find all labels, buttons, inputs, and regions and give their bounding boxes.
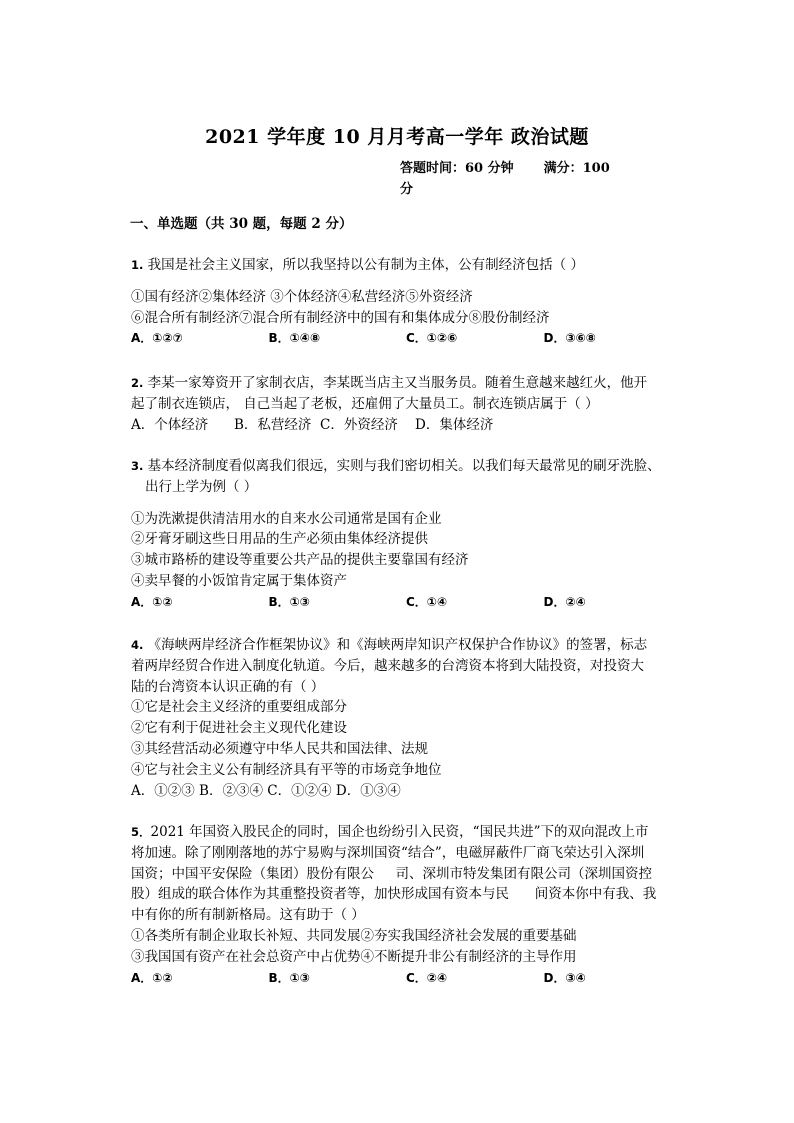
option-b: B．①③ xyxy=(268,970,310,985)
choice-item: ①各类所有制企业取长补短、共同发展②夯实我国经济社会发展的重要基础 xyxy=(131,927,577,944)
question-number: 4. xyxy=(131,638,144,652)
question-stem: 李某一家筹资开了家制衣店，李某既当店主又当服务员。随着生意越来越红火，他开 xyxy=(147,375,648,391)
question-stem: 我国是社会主义国家，所以我坚持以公有制为主体，公有制经济包括（ ） xyxy=(147,257,584,273)
question-stem: 着两岸经贸合作进入制度化轨道。今后，越来越多的台湾资本将到大陆投资，对投资大 xyxy=(131,657,644,674)
section-title: 一、单选题（共 30 题，每题 2 分） xyxy=(130,216,353,232)
choice-item: ③城市路桥的建设等重要公共产品的提供主要靠国有经济 xyxy=(131,552,469,569)
question-number: 1. xyxy=(131,258,144,272)
question-stem: 股）组成的联合体作为其重整投资者等，加快形成国有资本与民 间资本你中有我、我 xyxy=(131,886,657,903)
question-2 xyxy=(131,373,681,435)
option-d: D．②④ xyxy=(543,594,586,609)
answer-options xyxy=(131,968,681,989)
question-stem: 将加速。除了刚刚落地的苏宁易购与深圳国资“结合”，电磁屏蔽件厂商飞荣达引入深圳 xyxy=(131,844,645,861)
choice-item: ④卖早餐的小饭馆肯定属于集体资产 xyxy=(131,572,347,589)
option-a: A．①② xyxy=(131,970,173,985)
option-d: D．③④ xyxy=(543,970,586,985)
option-c: C．①②⑥ xyxy=(406,331,458,346)
question-stem: 国资；中国平安保险（集团）股份有限公 司、深圳市特发集团有限公司（深圳国资控 xyxy=(131,865,652,882)
full-score-unit: 分 xyxy=(400,182,414,197)
answer-options: A．个体经济 B．私营经济 C．外资经济 D．集体经济 xyxy=(131,416,494,433)
question-number: 3. xyxy=(131,459,144,473)
option-b: B．①③ xyxy=(268,594,310,609)
question-stem: 2021 年国资入股民企的同时，国企也纷纷引入民资，“国民共进”下的双向混改上市 xyxy=(150,824,649,840)
choice-item: ③其经营活动必须遵守中华人民共和国法律、法规 xyxy=(131,740,428,757)
choice-item: ②牙膏牙刷这些日用品的生产必须由集体经济提供 xyxy=(131,531,428,548)
option-b: B．①④⑧ xyxy=(268,331,321,346)
question-number: 2. xyxy=(131,376,144,390)
question-stem: 基本经济制度看似离我们很远，实则与我们密切相关。以我们每天最常见的刷牙洗脸、 xyxy=(147,458,661,474)
option-c: C．②④ xyxy=(406,970,448,985)
question-stem: 中有你的所有制新格局。这有助于（ ） xyxy=(131,907,365,924)
exam-meta xyxy=(400,158,700,200)
choice-item: ⑥混合所有制经济⑦混合所有制经济中的国有和集体成分⑧股份制经济 xyxy=(131,309,550,326)
question-1 xyxy=(131,255,681,349)
option-a: A．①②⑦ xyxy=(131,331,183,346)
choice-item: ③我国国有资产在社会总资产中占优势④不断提升非公有制经济的主导作用 xyxy=(131,948,577,965)
full-score: 满分：100 xyxy=(543,161,610,176)
question-stem: 陆的台湾资本认识正确的有（ ） xyxy=(131,678,325,695)
answer-options: A．①②③ B．②③④ C．①②④ D．①③④ xyxy=(131,782,401,799)
choice-item: ①国有经济②集体经济 ③个体经济④私营经济⑤外资经济 xyxy=(131,288,473,305)
question-stem: 起了制衣连锁店， 自己当起了老板，还雇佣了大量员工。制衣连锁店属于（ ） xyxy=(131,395,599,412)
option-c: C．①④ xyxy=(406,594,448,609)
option-d: D．③⑥⑧ xyxy=(543,331,596,346)
option-a: A．①② xyxy=(131,594,173,609)
question-5 xyxy=(131,822,681,988)
question-4 xyxy=(131,635,681,801)
choice-item: ④它与社会主义公有制经济具有平等的市场竞争地位 xyxy=(131,761,442,778)
question-3 xyxy=(131,456,681,613)
choice-item: ①它是社会主义经济的重要组成部分 xyxy=(131,699,347,716)
answer-options xyxy=(131,592,681,613)
time-limit: 答题时间：60 分钟 xyxy=(400,161,514,176)
answer-options xyxy=(131,328,681,349)
question-stem: 《海峡两岸经济合作框架协议》和《海峡两岸知识产权保护合作协议》的签署，标志 xyxy=(147,637,648,653)
choice-item: ②它有利于促进社会主义现代化建设 xyxy=(131,720,347,737)
question-number: 5． xyxy=(131,825,151,839)
exam-title: 2021 学年度 10 月月考高一学年 政治试题 xyxy=(205,126,589,148)
question-stem: 出行上学为例（ ） xyxy=(145,478,258,495)
choice-item: ①为洗漱提供清洁用水的自来水公司通常是国有企业 xyxy=(131,510,442,527)
